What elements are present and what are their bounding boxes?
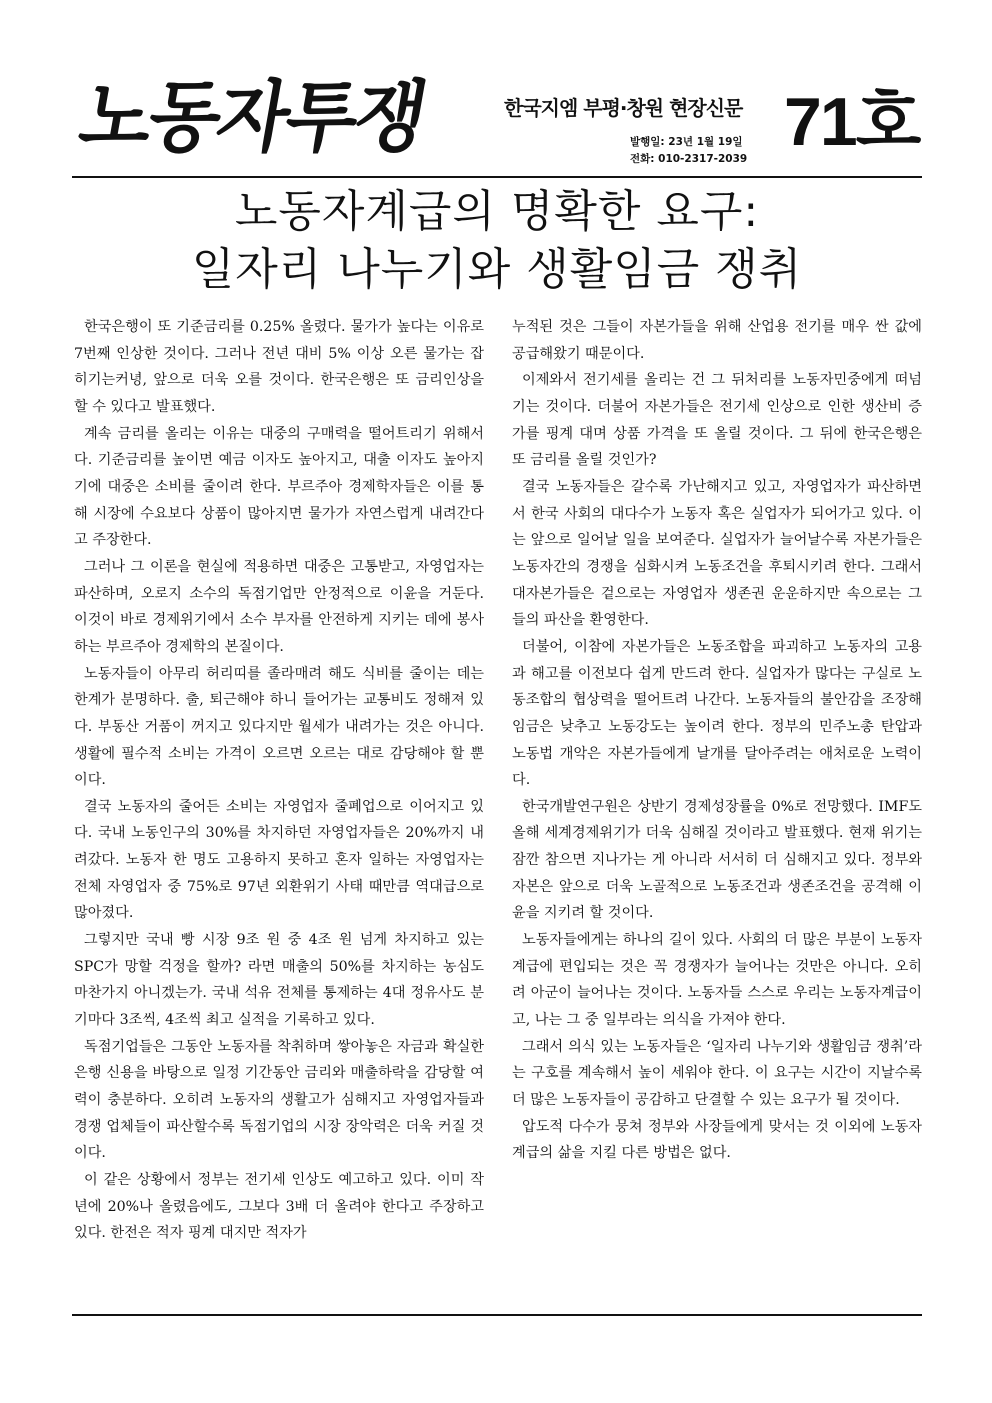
headline-line-2: 일자리 나누기와 생활임금 쟁취 bbox=[191, 244, 803, 295]
paragraph: 더불어, 이참에 자본가들은 노동조합을 파괴하고 노동자의 고용과 해고를 이전보다 쉽게 만드려 한다. 실업자가 많다는 구실로 노동조합의 협상력을 떨어트려 나간다. 노동자들의 불안감을 조장해 임금은 낮추고 노동강도는 높이려 한다. 정부의 민주노총 탄압과 노동법 개악은 자본가들에게 날개를 달아주려는 애처로운 노력이다. bbox=[512, 638, 922, 789]
paragraph: 그러나 그 이론을 현실에 적용하면 대중은 고통받고, 자영업자는 파산하며, 오로지 소수의 독점기업만 안정적으로 이윤을 거둔다. 이것이 바로 경제위기에서 소수 부자를 안전하게 지키는 데에 봉사하는 부르주아 경제학의 본질이다. bbox=[74, 558, 484, 655]
paragraph: 그래서 의식 있는 노동자들은 ‘일자리 나누기와 생활임금 쟁취’라는 구호를 계속해서 높이 세워야 한다. 이 요구는 시간이 지날수록 더 많은 노동자들이 공감하고 단결할 수 있는 요구가 될 것이다. bbox=[512, 1038, 922, 1109]
newspaper-subtitle: 한국지엠 부평·창원 현장신문 bbox=[504, 96, 743, 120]
paragraph: 한국개발연구원은 상반기 경제성장률을 0%로 전망했다. IMF도 올해 세계경제위기가 더욱 심해질 것이라고 발표했다. 현재 위기는 잠깐 참으면 지나가는 게 아니라 서서히 더 심해지고 있다. 정부와 자본은 앞으로 더욱 노골적으로 노동조건과 생존조건을 공격해 이윤을 지키려 할 것이다. bbox=[512, 798, 922, 922]
masthead bbox=[72, 70, 932, 170]
paragraph: 이 같은 상황에서 정부는 전기세 인상도 예고하고 있다. 이미 작년에 20%나 올렸음에도, 그보다 3배 더 올려야 한다고 주장하고 있다. 한전은 적자 핑계 대지만 적자가 bbox=[74, 1172, 484, 1242]
issue-number: 71호 bbox=[784, 84, 920, 160]
article-column-left bbox=[74, 314, 484, 1247]
paragraph: 한국은행이 또 기준금리를 0.25% 올렸다. 물가가 높다는 이유로 7번째 인상한 것이다. 그러나 전년 대비 5% 이상 오른 물가는 잡히기는커녕, 앞으로 더욱 오를 것이다. 한국은행은 또 금리인상을 할 수 있다고 발표했다. bbox=[74, 319, 484, 415]
issue-date: 발행일: 23년 1월 19일 bbox=[630, 136, 743, 148]
paragraph: 그렇지만 국내 빵 시장 9조 원 중 4조 원 넘게 차지하고 있는 SPC가 망할 걱정을 할까? 라면 매출의 50%를 차지하는 농심도 마찬가지 아니겠는가. 국내 석유 전체를 통제하는 4대 정유사도 분기마다 3조씩, 4조씩 최고 실적을 기록하고 있다. bbox=[74, 932, 484, 1029]
paragraph: 계속 금리를 올리는 이유는 대중의 구매력을 떨어트리기 위해서다. 기준금리를 높이면 예금 이자도 높아지고, 대출 이자도 높아지기에 대중은 소비를 줄이려 한다. 부르주아 경제학자들은 이를 통해 시장에 수요보다 상품이 많아지면 물가가 자연스럽게 내려간다고 주장한다. bbox=[74, 425, 484, 549]
paragraph: 결국 노동자의 줄어든 소비는 자영업자 줄폐업으로 이어지고 있다. 국내 노동인구의 30%를 차지하던 자영업자들은 20%까지 내려갔다. 노동자 한 명도 고용하지 못하고 혼자 일하는 자영업자는 전체 자영업자 중 75%로 97년 외환위기 사태 때만큼 역대급으로 많아졌다. bbox=[74, 798, 484, 922]
headline bbox=[72, 183, 922, 299]
paragraph: 노동자들에게는 하나의 길이 있다. 사회의 더 많은 부분이 노동자계급에 편입되는 것은 꼭 경쟁자가 늘어나는 것만은 아니다. 오히려 아군이 늘어나는 것이다. 노동자들 스스로 우리는 노동자계급이고, 나는 그 중 일부라는 의식을 가져야 한다. bbox=[512, 932, 922, 1029]
paragraph: 노동자들이 아무리 허리띠를 졸라매려 해도 식비를 줄이는 데는 한계가 분명하다. 출, 퇴근해야 하니 들어가는 교통비도 정해져 있다. 부동산 거품이 꺼지고 있다지만 월세가 내려가는 것은 아니다. 생활에 필수적 소비는 가격이 오르면 오르는 대로 감당해야 할 뿐이다. bbox=[74, 665, 484, 789]
paragraph: 압도적 다수가 뭉쳐 정부와 사장들에게 맞서는 것 이외에 노동자계급의 삶을 지킬 다른 방법은 없다. bbox=[512, 1118, 922, 1162]
article-column-right bbox=[512, 314, 922, 1167]
contact-phone: 전화: 010-2317-2039 bbox=[630, 153, 748, 165]
newspaper-logo: 노동자투쟁 bbox=[72, 72, 432, 163]
headline-line-1: 노동자계급의 명확한 요구: bbox=[234, 186, 760, 237]
bottom-divider bbox=[72, 1314, 922, 1316]
paragraph: 결국 노동자들은 갈수록 가난해지고 있고, 자영업자가 파산하면서 한국 사회의 대다수가 노동자 혹은 실업자가 되어가고 있다. 이는 앞으로 일어날 일을 보여준다. 실업자가 늘어날수록 자본가들은 노동자간의 경쟁을 심화시켜 노동조건을 후퇴시키려 한다. 그래서 대자본가들은 겉으로는 자영업자 생존권 운운하지만 속으로는 그들의 파산을 환영한다. bbox=[512, 478, 922, 629]
paragraph: 이제와서 전기세를 올리는 건 그 뒤처리를 노동자민중에게 떠넘기는 것이다. 더불어 자본가들은 전기세 인상으로 인한 생산비 증가를 핑계 대며 상품 가격을 또 올릴 것이다. 그 뒤에 한국은행은 또 금리를 올릴 것인가? bbox=[512, 372, 922, 469]
paragraph: 독점기업들은 그동안 노동자를 착취하며 쌓아놓은 자금과 확실한 은행 신용을 바탕으로 일정 기간동안 금리와 매출하락을 감당할 여력이 충분하다. 오히려 노동자의 생활고가 심해지고 자영업자들과 경쟁 업체들이 파산할수록 독점기업의 시장 장악력은 더욱 커질 것이다. bbox=[74, 1038, 484, 1162]
publication-info bbox=[630, 134, 747, 168]
top-divider bbox=[72, 176, 922, 178]
paragraph: 누적된 것은 그들이 자본가들을 위해 산업용 전기를 매우 싼 값에 공급해왔기 때문이다. bbox=[512, 319, 922, 362]
